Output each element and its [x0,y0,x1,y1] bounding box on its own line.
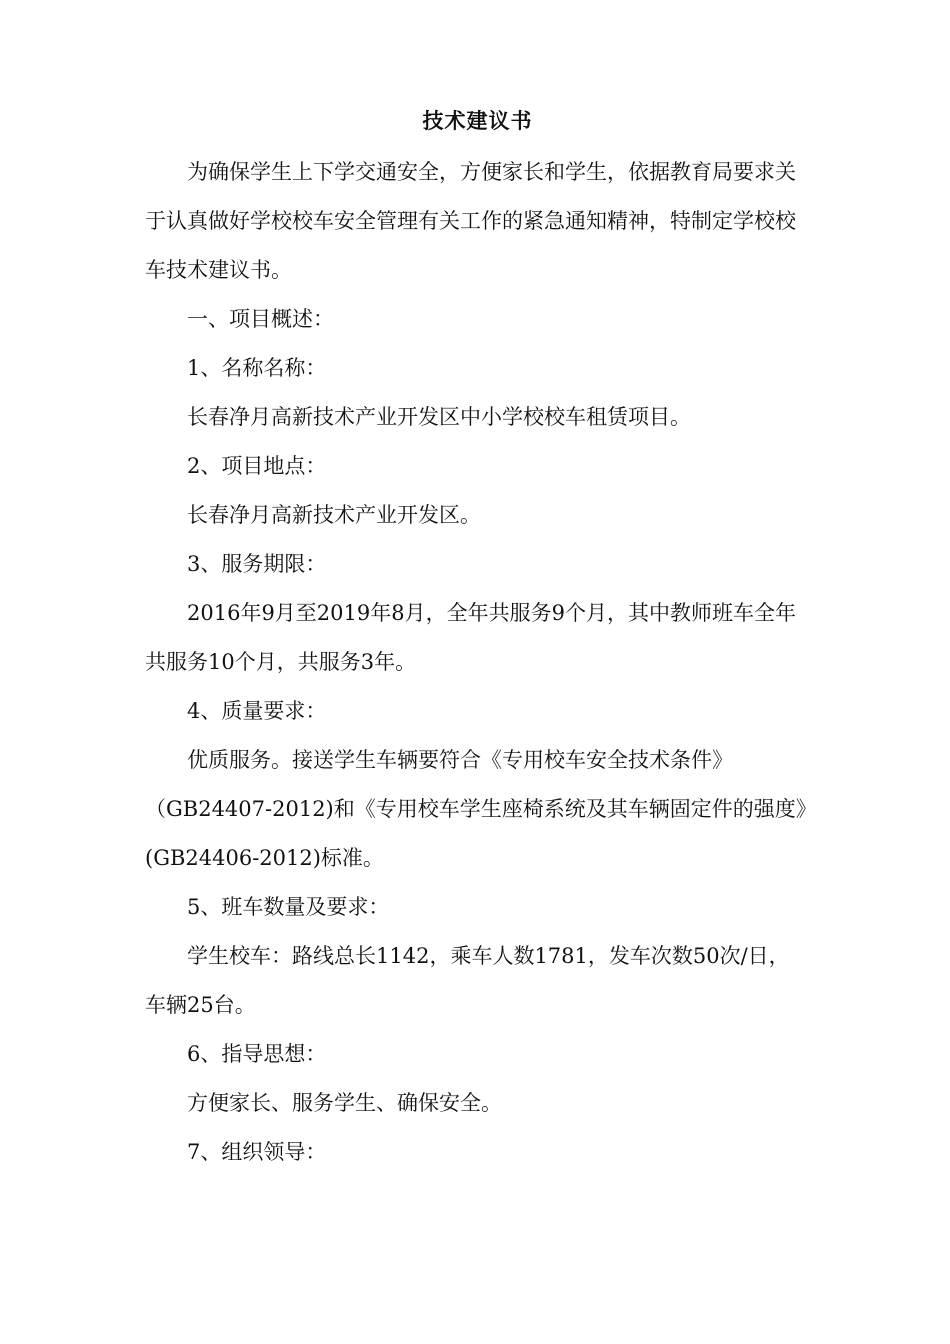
item-heading-leadership: 7、组织领导： [187,1140,327,1164]
section-heading-overview: 一、项目概述： [187,307,334,331]
intro-paragraph: 为确保学生上下学交通安全，方便家长和学生，依据教育局要求关于认真做好学校校车安全管理有关工作的紧急通知精神，特制定学校校车技术建议书。 [145,160,796,282]
item-text-location: 长春净月高新技术产业开发区。 [187,503,481,527]
item-heading-name: 1、名称名称： [187,356,327,380]
item-heading-service-period: 3、服务期限： [187,552,327,576]
document-title: 技术建议书 [422,109,533,133]
item-text-quality: 优质服务。接送学生车辆要符合《专用校车安全技术条件》（GB24407-2012)和《专用校车学生座椅系统及其车辆固定件的强度》(GB24406-2012)标准。 [145,748,807,870]
item-heading-guiding-idea: 6、指导思想： [187,1042,327,1066]
item-heading-location: 2、项目地点： [187,454,327,478]
item-text-guiding-idea: 方便家长、服务学生、确保安全。 [187,1091,502,1115]
item-heading-quality: 4、质量要求： [187,699,327,723]
item-heading-vehicle-count: 5、班车数量及要求： [187,895,390,919]
item-text-vehicle-count: 学生校车：路线总长1142，乘车人数1781，发车次数50次/日，车辆25台。 [145,944,790,1017]
item-text-name: 长春净月高新技术产业开发区中小学校校车租赁项目。 [187,405,691,429]
item-text-service-period: 2016年9月至2019年8月，全年共服务9个月，其中教师班车全年共服务10个月，共服务3年。 [145,601,796,674]
